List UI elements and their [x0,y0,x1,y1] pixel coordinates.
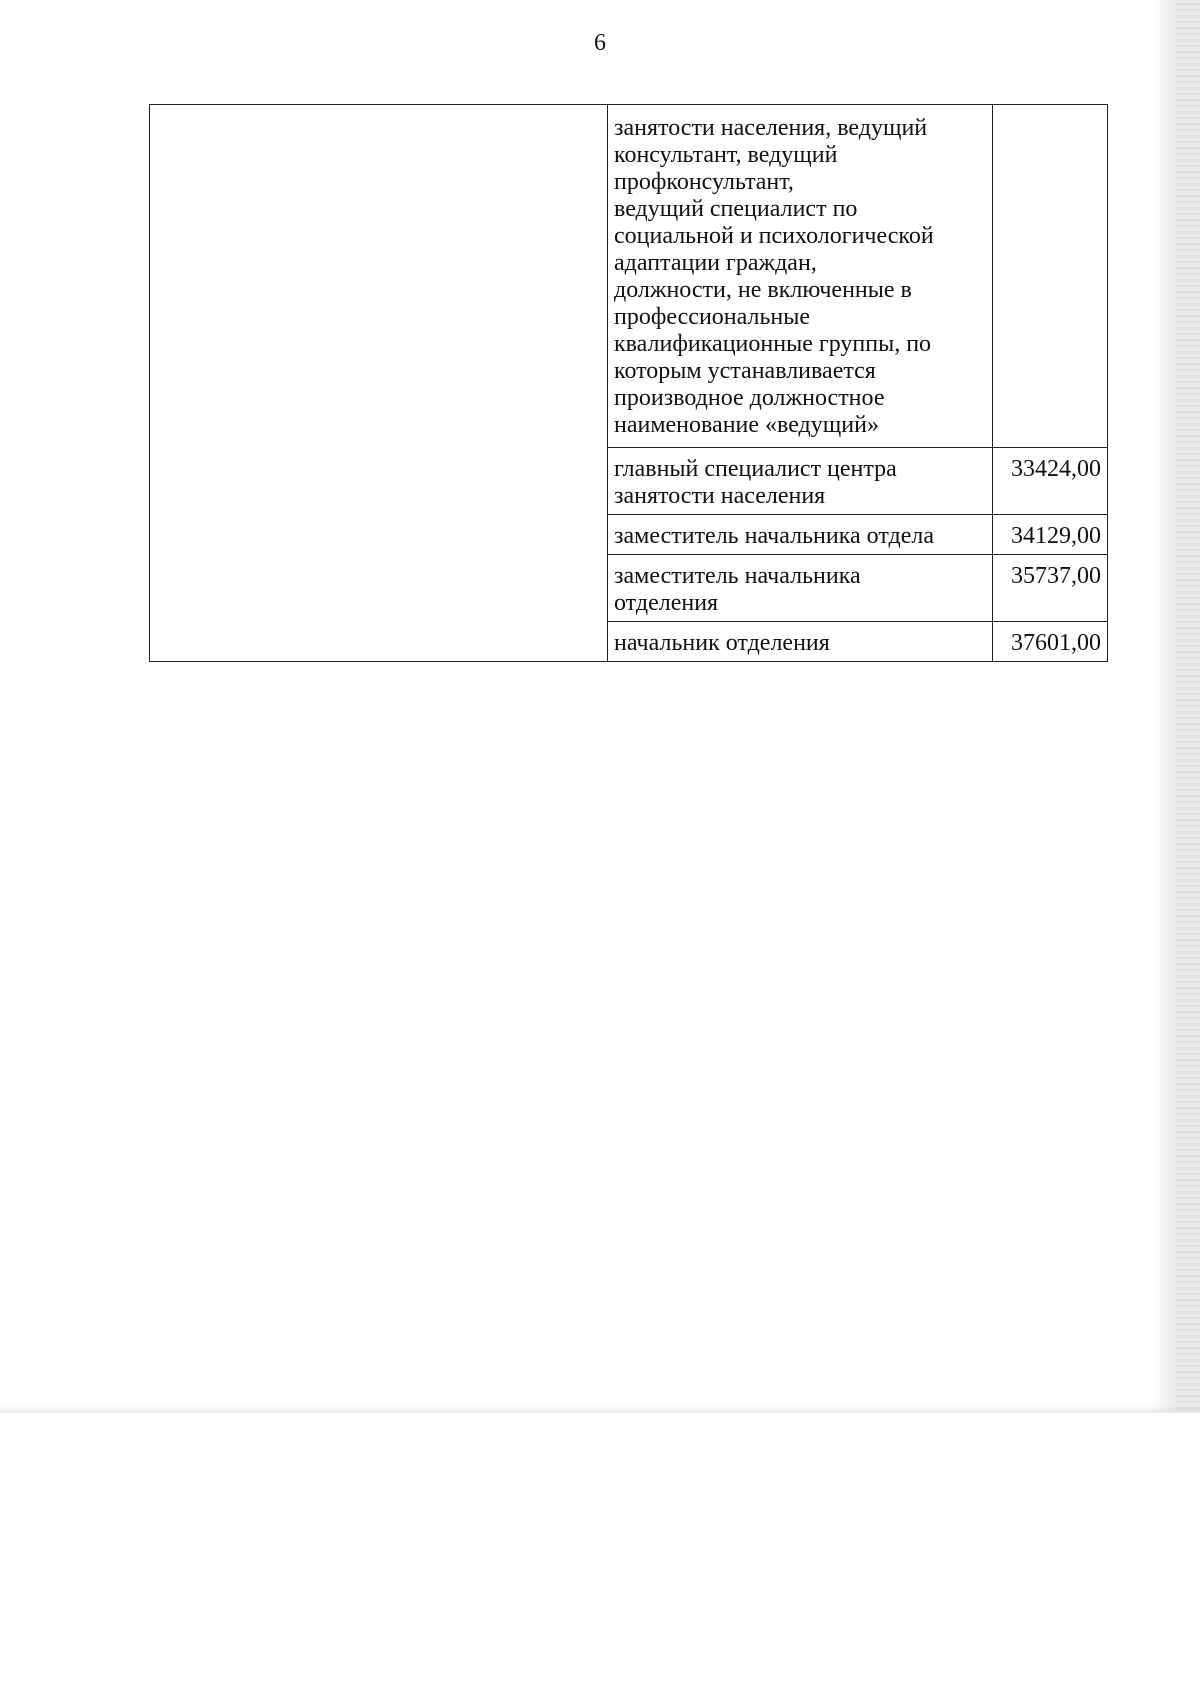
page-number: 6 [594,30,606,56]
scan-shadow [1150,0,1176,1412]
position-cell: начальник отделения [608,622,993,662]
salary-cell: 33424,00 [993,448,1108,515]
position-cell: заместитель начальника отделения [608,555,993,622]
position-cell: занятости населения, ведущий консультант, ведущий профконсультант, ведущий специалист по социальной и психологической адаптации граждан, должности, не включенные в профессиональные квалификационные группы, по которым устанавливается производное должностное наименование «ведущий» [608,105,993,448]
qualification-group-cell [150,105,608,662]
salary-cell: 35737,00 [993,555,1108,622]
scan-edge [1176,0,1200,1412]
salary-cell: 34129,00 [993,515,1108,555]
salary-cell [993,105,1108,448]
position-cell: заместитель начальника отдела [608,515,993,555]
page-bottom-edge [0,1405,1200,1413]
position-cell: главный специалист центра занятости населения [608,448,993,515]
salary-cell: 37601,00 [993,622,1108,662]
salary-table [149,104,1108,662]
table-row [150,105,1108,448]
